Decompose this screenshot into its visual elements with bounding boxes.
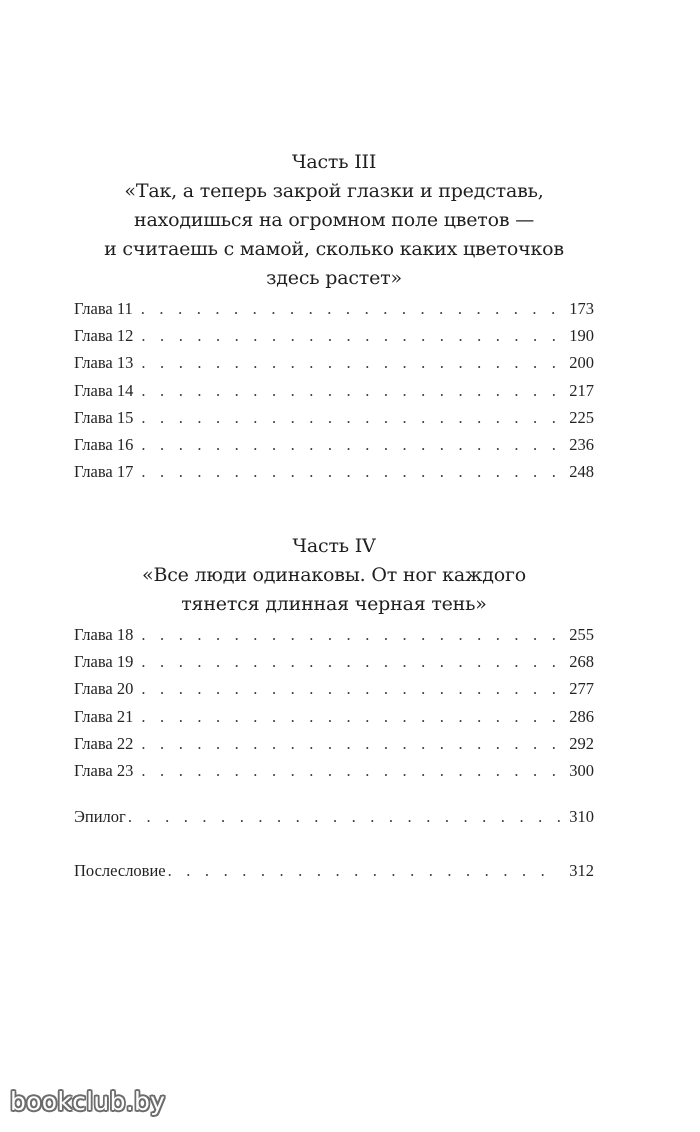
chapter-title: Глава 12 <box>74 326 134 346</box>
chapter-title: Глава 16 <box>74 434 134 454</box>
toc-entry[interactable] <box>74 349 594 376</box>
dot-leader <box>141 675 560 702</box>
part-epigraph-line: «Все люди одинаковы. От ног каждого <box>142 564 526 586</box>
afterword-title: Послесловие <box>74 861 166 880</box>
dot-leader <box>141 377 560 404</box>
page-number: 248 <box>569 462 594 482</box>
part-epigraph-line: и считаешь с мамой, сколько каких цветочков <box>104 238 564 260</box>
dot-leader <box>141 322 560 349</box>
dot-leader <box>141 757 560 784</box>
chapter-title: Глава 20 <box>74 679 134 699</box>
toc-entry[interactable] <box>74 730 594 757</box>
dot-leader <box>141 458 560 485</box>
dot-leader <box>141 295 560 322</box>
chapter-title: Глава 15 <box>74 407 134 427</box>
part-label: Часть IV <box>292 535 376 557</box>
page-number: 225 <box>569 407 594 427</box>
part-epigraph-line: здесь растет» <box>266 267 402 289</box>
dot-leader <box>141 648 560 675</box>
page-number: 236 <box>569 434 594 454</box>
toc-entry[interactable] <box>74 757 594 784</box>
watermark-logo: bookclub.by <box>10 1087 166 1116</box>
page-number: 277 <box>569 679 594 699</box>
page-number: 217 <box>569 380 594 400</box>
chapter-title: Глава 13 <box>74 353 134 373</box>
toc-entry[interactable] <box>74 648 594 675</box>
chapter-title: Глава 19 <box>74 652 134 672</box>
chapter-list <box>74 621 594 784</box>
chapter-title: Глава 23 <box>74 760 134 780</box>
dot-leader <box>141 621 560 648</box>
epilogue-title: Эпилог <box>74 807 126 826</box>
part-label: Часть III <box>291 151 377 173</box>
afterword-section <box>74 857 594 884</box>
dot-leader <box>128 803 560 830</box>
chapter-title: Глава 14 <box>74 380 134 400</box>
part-iv-section <box>74 532 594 784</box>
toc-entry[interactable] <box>74 703 594 730</box>
chapter-title: Глава 11 <box>74 299 133 318</box>
chapter-list <box>74 295 594 485</box>
page-number: 255 <box>569 625 594 644</box>
dot-leader <box>141 349 560 376</box>
chapter-title: Глава 17 <box>74 462 134 482</box>
page-number: 173 <box>569 299 594 318</box>
toc-entry-afterword[interactable] <box>74 857 594 884</box>
page-number: 300 <box>569 760 594 780</box>
toc-entry[interactable] <box>74 675 594 702</box>
dot-leader <box>168 857 560 884</box>
dot-leader <box>141 404 560 431</box>
page-number: 292 <box>569 733 594 753</box>
page-number: 268 <box>569 652 594 672</box>
toc-entry[interactable] <box>74 404 594 431</box>
page-number: 200 <box>569 353 594 373</box>
toc-entry[interactable] <box>74 322 594 349</box>
chapter-title: Глава 22 <box>74 733 134 753</box>
part-epigraph-line: находишься на огромном поле цветов — <box>133 209 534 231</box>
part-epigraph-line: тянется длинная черная тень» <box>181 593 487 615</box>
page-number: 286 <box>569 706 594 726</box>
part-heading <box>74 148 594 293</box>
toc-entry[interactable] <box>74 377 594 404</box>
toc-entry[interactable] <box>74 431 594 458</box>
toc-entry[interactable] <box>74 458 594 485</box>
dot-leader <box>141 730 560 757</box>
page-number: 310 <box>569 807 594 826</box>
part-heading <box>74 532 594 619</box>
toc-entry[interactable] <box>74 621 594 648</box>
chapter-title: Глава 21 <box>74 706 134 726</box>
part-epigraph-line: «Так, а теперь закрой глазки и представь, <box>124 180 544 202</box>
toc-entry-epilogue[interactable] <box>74 803 594 830</box>
toc-entry[interactable] <box>74 295 594 322</box>
page-number: 190 <box>569 326 594 346</box>
part-iii-section <box>74 148 594 485</box>
epilogue-section <box>74 803 594 830</box>
dot-leader <box>141 431 560 458</box>
chapter-title: Глава 18 <box>74 625 134 644</box>
dot-leader <box>141 703 560 730</box>
page-number: 312 <box>569 861 594 880</box>
